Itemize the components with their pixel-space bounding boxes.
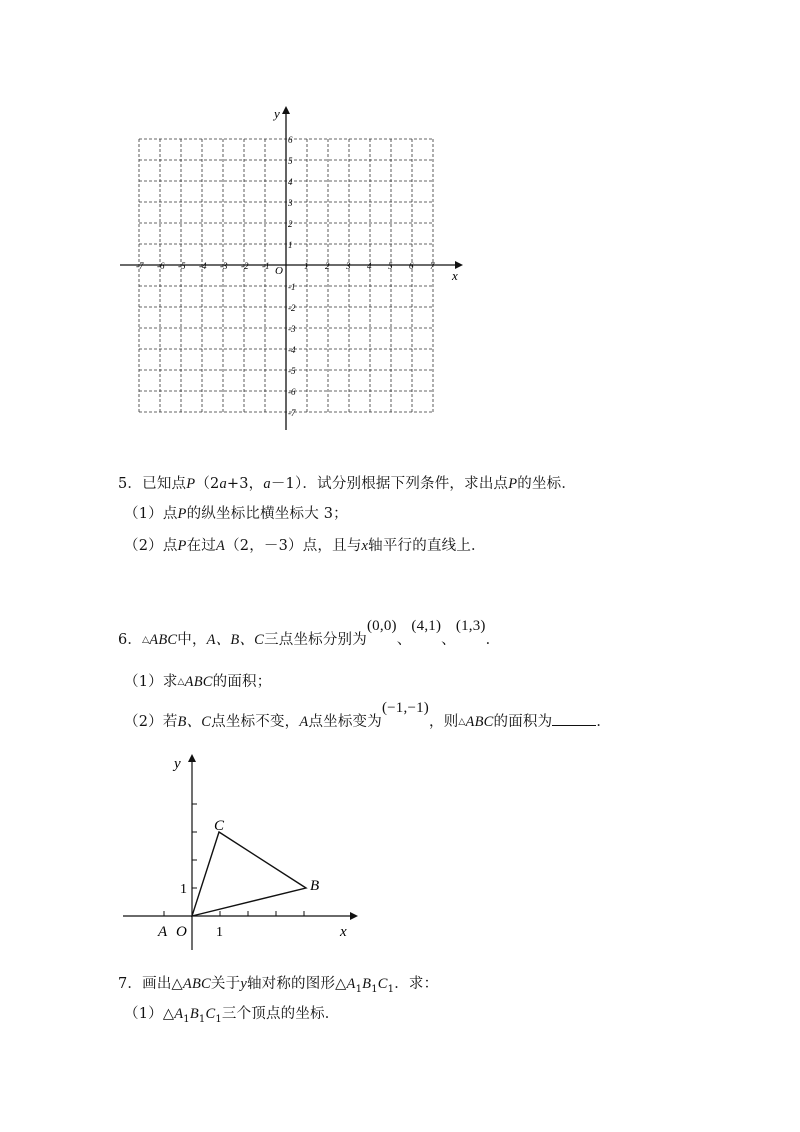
y-tick-label: -5 <box>288 366 296 376</box>
coord-A: (0,0) <box>366 618 397 634</box>
q6-sub1: （1）求△ABC的面积； <box>124 674 272 690</box>
x-tick-label: 4 <box>367 261 372 271</box>
y-tick-labels <box>287 135 296 418</box>
x-axis-label: x <box>452 268 458 283</box>
q7-sub1: $(1)\triangle A_1B_1C_1$三个顶点的坐标． <box>124 1006 340 1025</box>
q5-sub1: （1）点P的纵坐标比横坐标大 3； <box>124 506 348 522</box>
y-tick-label: 6 <box>288 135 293 145</box>
tri-x-label: x <box>340 924 347 940</box>
x-tick-label: 5 <box>388 261 393 271</box>
x-tick-label: 7 <box>430 261 435 271</box>
answer-blank[interactable] <box>552 711 596 726</box>
y-axis-label: y <box>274 106 280 121</box>
q5-number: 5． <box>118 476 143 492</box>
y-tick-label: 1 <box>288 240 293 250</box>
x-tick-label: -1 <box>262 261 270 271</box>
x-tick-label: -7 <box>136 261 144 271</box>
x-tick-label: -6 <box>157 261 165 271</box>
x-tick-label: 2 <box>325 261 330 271</box>
tri-y-label: y <box>174 756 181 772</box>
q6-stem: 6．△ABC中，A、B、C三点坐标分别为(0,0)、(4,1)、(1,3)． <box>118 618 501 648</box>
point-B-label: B <box>310 878 320 894</box>
x-tick-label: 1 <box>304 261 309 271</box>
y-tick-label: -2 <box>288 303 296 313</box>
origin-label: O <box>275 265 283 277</box>
point-A-label: A <box>158 924 168 940</box>
coord-A-new: (−1,−1) <box>381 700 429 716</box>
q7-stem: 7．画出△ABC关于y轴对称的图形$\triangle A_1B_1C_1$．求： <box>118 976 439 995</box>
point-C-label: C <box>214 818 225 834</box>
triangle-figure <box>118 750 368 955</box>
x-tick-label: -4 <box>199 261 207 271</box>
y-tick-label: 2 <box>288 219 293 229</box>
y-tick-label: -6 <box>288 387 296 397</box>
y-axis-arrow <box>282 106 290 114</box>
q7-number: 7． <box>118 976 143 992</box>
coord-B: (4,1) <box>411 618 442 634</box>
coord-C: (1,3) <box>455 618 486 634</box>
tri-origin-label: O <box>176 924 187 940</box>
tri-x-axis-arrow <box>350 912 358 920</box>
x-tick-label: 6 <box>409 261 414 271</box>
x-tick-label: 3 <box>346 261 351 271</box>
triangle-abc <box>192 832 306 916</box>
x-one-label: 1 <box>216 925 223 940</box>
x-tick-label: -3 <box>220 261 228 271</box>
coordinate-grid-figure <box>110 100 480 440</box>
y-tick-label: 3 <box>288 198 293 208</box>
q6-sub2: （2）若B、C点坐标不变，A点坐标变为(−1,−1)，则△ABC的面积为 ． <box>124 700 612 730</box>
q5-sub2: （2）点P在过A（2，－3）点，且与x轴平行的直线上． <box>124 538 486 554</box>
q5-stem: 5．已知点P（2a+3，a－1）．试分别根据下列条件，求出点P的坐标． <box>118 476 577 492</box>
x-tick-label: -2 <box>241 261 249 271</box>
y-tick-label: 4 <box>288 177 293 187</box>
y-tick-label: 5 <box>288 156 293 166</box>
y-tick-label: -4 <box>288 345 296 355</box>
x-tick-label: -5 <box>178 261 186 271</box>
y-tick-label: -1 <box>288 282 296 292</box>
tri-y-axis-arrow <box>188 754 196 762</box>
y-tick-label: -7 <box>288 408 296 418</box>
y-one-label: 1 <box>180 882 187 897</box>
q6-number: 6． <box>118 632 143 648</box>
y-tick-label: -3 <box>288 324 296 334</box>
